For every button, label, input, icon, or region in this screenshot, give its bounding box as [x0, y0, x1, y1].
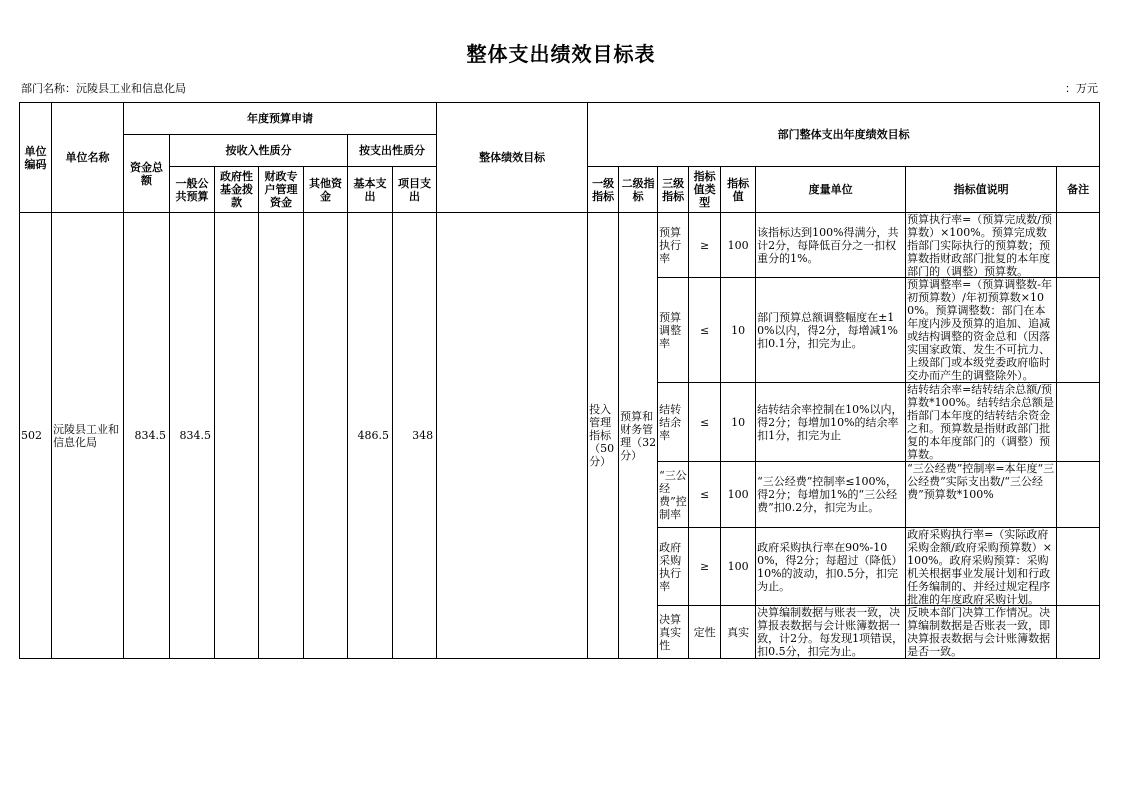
header-total-funds: 资金总额: [124, 135, 170, 213]
cell-value: 10: [721, 278, 756, 383]
cell-level2: 预算和财务管理（32分）: [619, 213, 658, 659]
cell-total-funds: 834.5: [124, 213, 170, 659]
cell-level3: 政府采购执行率: [658, 528, 689, 606]
cell-value-type: ≤: [689, 278, 721, 383]
cell-explain: “三公经费”控制率=本年度“三公经费”实际支出数/“三公经费”预算数*100%: [907, 462, 1055, 501]
cell-level3: 结转结余率: [658, 383, 689, 462]
cell-measure: 政府采购执行率在90%-100%，得2分；每超过（降低）10%的波动，扣0.5分，扣完为止。: [756, 528, 906, 606]
cell-value-type: ≤: [689, 462, 721, 528]
cell-explain: 预算执行率=（预算完成数/预算数）×100%。预算完成数指部门实际执行的预算数；预算数指财政部门批复的本年度部门的（调整）预算数。: [907, 213, 1053, 277]
cell-remark: [1057, 278, 1100, 383]
header-value-type: 指标值类型: [689, 167, 721, 213]
header-level1: 一级指标: [588, 167, 619, 213]
header-project-expense: 项目支出: [393, 167, 437, 213]
header-overall-goal: 整体绩效目标: [437, 103, 588, 213]
cell-explain: 预算调整率=（预算调整数-年初预算数）/年初预算数×100%。预算调整数：部门在本年度内涉及预算的追加、追减或结构调整的资金总和（因落实国家政策、发生不可抗力、上级部门或本级党委政府临时交办而产生的调整除外）。: [907, 278, 1053, 382]
header-explain: 指标值说明: [906, 167, 1057, 213]
header-dept-goal: 部门整体支出年度绩效目标: [588, 103, 1100, 167]
cell-value-type: ≥: [689, 213, 721, 278]
cell-general-budget: 834.5: [170, 213, 215, 659]
cell-value-type: ≥: [689, 528, 721, 606]
cell-basic-expense: 486.5: [348, 213, 393, 659]
department-label: 部门名称：沅陵县工业和信息化局: [21, 82, 186, 95]
page-title: 整体支出绩效目标表: [466, 42, 656, 66]
cell-value: 100: [721, 462, 756, 528]
unit-label: ：万元: [1065, 82, 1098, 95]
cell-unit-code: 502: [20, 213, 52, 659]
cell-level3: “三公经费”控制率: [658, 462, 689, 528]
header-level2: 二级指标: [619, 167, 658, 213]
cell-special-fund: [259, 213, 304, 659]
header-measure: 度量单位: [756, 167, 906, 213]
cell-measure: 决算编制数据与账表一致，决算报表数据与会计账簿数据一致，计2分。每发现1项错误，扣0.5分，扣完为止。: [757, 606, 904, 658]
table-row: [20, 213, 1100, 278]
cell-level1: 投入管理指标（50分）: [588, 213, 619, 659]
cell-level3: 预算执行率: [658, 213, 689, 278]
cell-value: 100: [721, 528, 756, 606]
header-unit-code: 单位编码: [20, 103, 52, 213]
cell-remark: [1057, 528, 1100, 606]
header-remark: 备注: [1057, 167, 1100, 213]
header-annual-budget: 年度预算申请: [124, 103, 437, 135]
header-other-funds: 其他资金: [304, 167, 348, 213]
cell-explain: 结转结余率=结转结余总额/预算数*100%。结转结余总额是指部门本年度的结转结余资金之和。预算数是指财政部门批复的本年度部门的（调整）预算数。: [907, 383, 1055, 461]
cell-measure: 结转结余率控制在10%以内，得2分；每增加10%的结余率扣1分，扣完为止: [756, 383, 906, 462]
cell-unit-name: 沅陵县工业和信息化局: [52, 213, 124, 659]
cell-explain: 反映本部门决算工作情况。决算编制数据是否账表一致，即决算报表数据与会计账簿数据是否一致。: [907, 606, 1051, 658]
cell-value-type: ≤: [689, 383, 721, 462]
cell-remark: [1057, 383, 1100, 462]
performance-table: [19, 102, 1100, 659]
cell-remark: [1057, 606, 1100, 659]
header-unit-name: 单位名称: [52, 103, 124, 213]
cell-project-expense: 348: [393, 213, 437, 659]
cell-measure: “三公经费”控制率≤100%，得2分；每增加1%的“三公经费”扣0.2分，扣完为止。: [756, 462, 906, 528]
cell-value: 100: [721, 213, 756, 278]
cell-overall-goal: [437, 213, 588, 659]
cell-value: 10: [721, 383, 756, 462]
cell-value-type: 定性: [689, 606, 721, 659]
cell-explain: 政府采购执行率=（实际政府采购金额/政府采购预算数）×100%。政府采购预算：采购机关根据事业发展计划和行政任务编制的、并经过规定程序批准的年度政府采购计划。: [907, 528, 1053, 605]
cell-level3: 预算调整率: [658, 278, 689, 383]
header-by-expense: 按支出性质分: [348, 135, 437, 167]
header-value: 指标值: [721, 167, 756, 213]
cell-measure: 部门预算总额调整幅度在±10%以内，得2分，每增减1%扣0.1分，扣完为止。: [756, 278, 906, 383]
header-general-budget: 一般公共预算: [170, 167, 215, 213]
cell-measure: 该指标达到100%得满分，共计2分，每降低百分之一扣权重分的1%。: [756, 213, 906, 278]
cell-remark: [1057, 462, 1100, 528]
cell-gov-fund: [215, 213, 259, 659]
cell-remark: [1057, 213, 1100, 278]
header-level3: 三级指标: [658, 167, 689, 213]
header-gov-fund: 政府性基金拨款: [215, 167, 259, 213]
cell-other-funds: [304, 213, 348, 659]
cell-level3: 决算真实性: [658, 606, 689, 659]
header-by-income: 按收入性质分: [170, 135, 348, 167]
cell-value: 真实: [721, 606, 756, 659]
header-special-fund: 财政专户管理资金: [259, 167, 304, 213]
header-basic-expense: 基本支出: [348, 167, 393, 213]
